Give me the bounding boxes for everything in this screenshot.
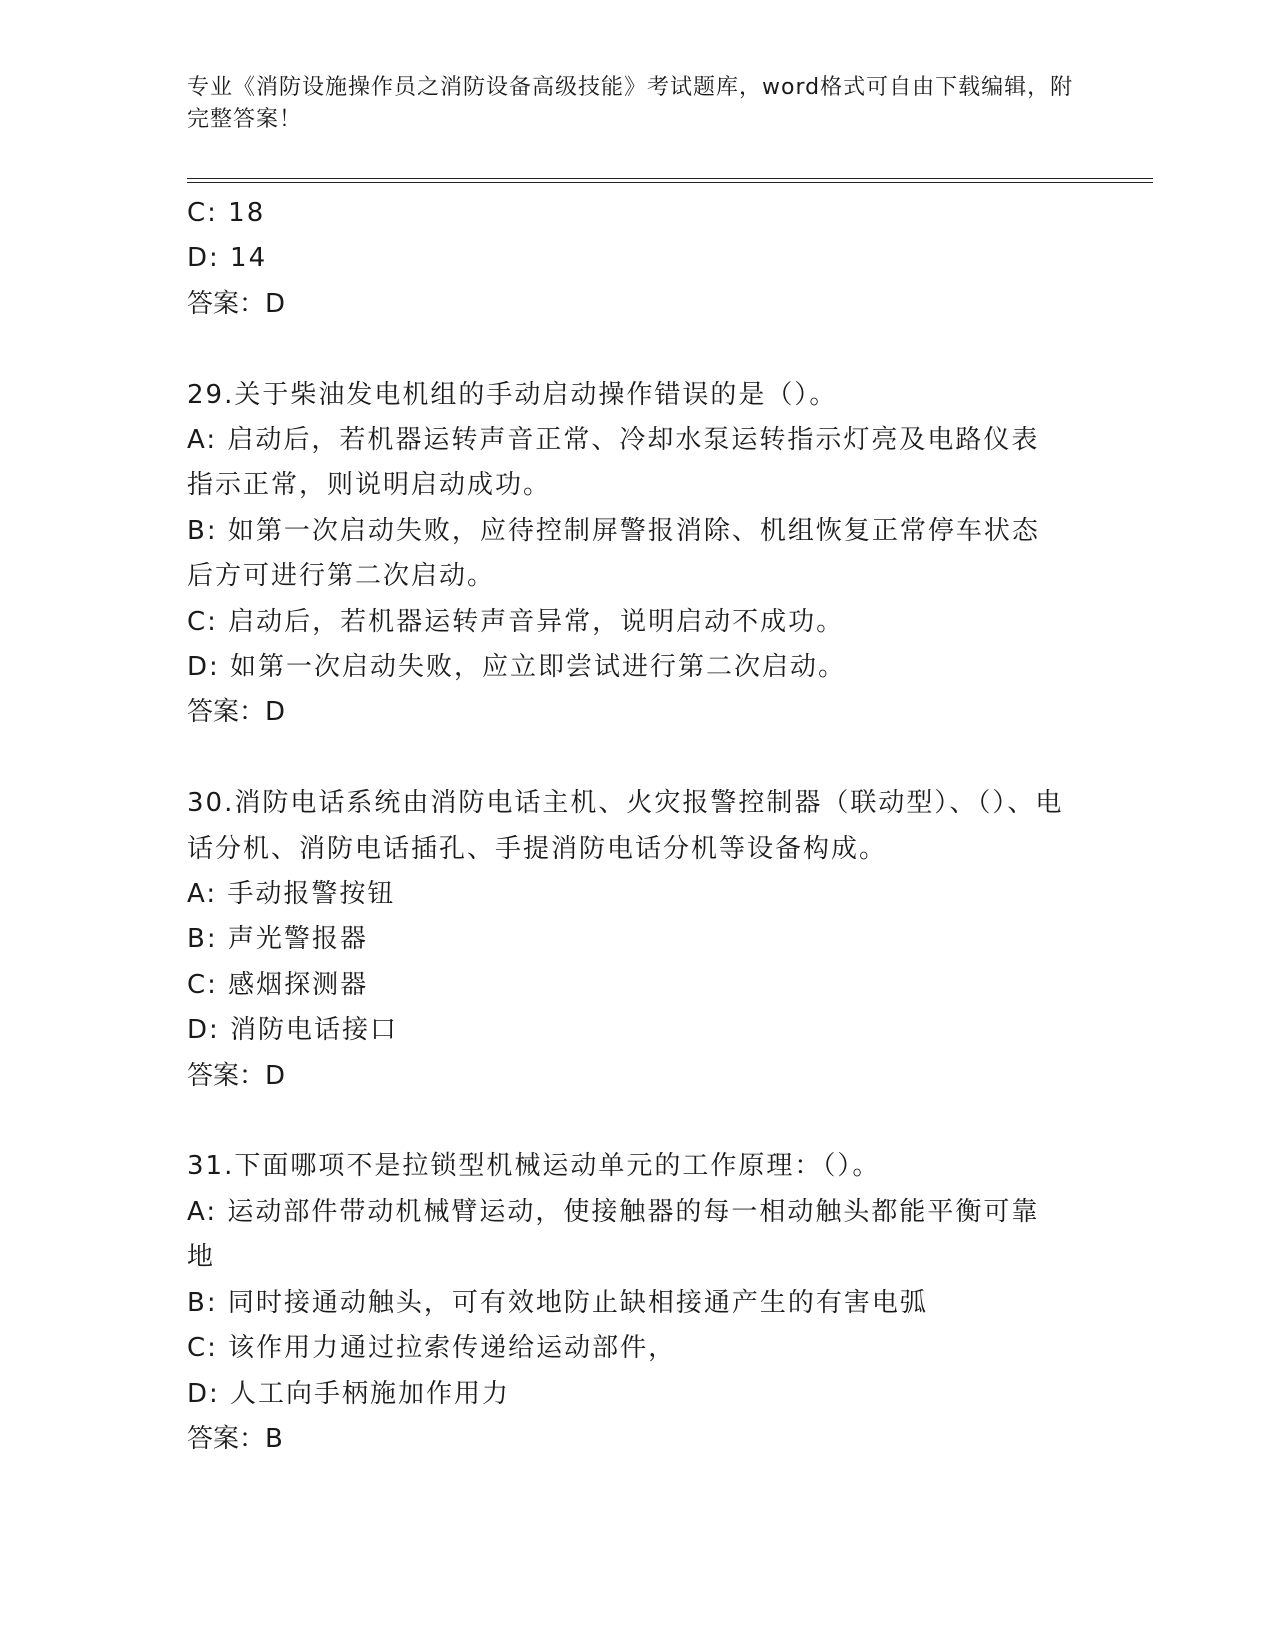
question-list	[187, 191, 1067, 1462]
option-c: C: 启动后，若机器运转声音异常，说明启动不成功。	[187, 606, 845, 637]
option-a: A: 手动报警按钮	[187, 879, 396, 910]
option-c: C: 感烟探测器	[187, 969, 369, 1000]
option-c: C: 该作用力通过拉索传递给运动部件，	[187, 1333, 677, 1364]
option-a: A: 启动后，若机器运转声音正常、冷却水泵运转指示灯亮及电路仪表指示正常，则说明启动成功。	[187, 425, 1040, 501]
answer: 答案：D	[187, 1060, 286, 1091]
option-c: C: 18	[187, 198, 266, 228]
option-b: B: 同时接通动触头，可有效地防止缺相接通产生的有害电弧	[187, 1287, 928, 1318]
question-31	[187, 1144, 1067, 1462]
option-b: B: 声光警报器	[187, 924, 368, 955]
header-divider-top	[187, 178, 1153, 179]
question-stem: 31.下面哪项不是拉锁型机械运动单元的工作原理：（）。	[187, 1151, 881, 1182]
answer: 答案：D	[187, 288, 286, 319]
question-29	[187, 373, 1067, 736]
spacer	[187, 327, 1067, 372]
spacer	[187, 736, 1067, 781]
option-b: B: 如第一次启动失败，应待控制屏警报消除、机组恢复正常停车状态后方可进行第二次启动。	[187, 515, 1040, 592]
question-stem: 30.消防电话系统由消防电话主机、火灾报警控制器（联动型）、（）、电话分机、消防电话插孔、手提消防电话分机等设备构成。	[187, 788, 1064, 864]
option-d: D: 14	[187, 243, 268, 274]
answer: 答案：B	[187, 1423, 283, 1454]
document-header: 专业《消防设施操作员之消防设备高级技能》考试题库，word格式可自由下载编辑，附完整答案！	[187, 75, 1074, 132]
option-d: D: 如第一次启动失败，应立即尝试进行第二次启动。	[187, 652, 847, 683]
question-30	[187, 781, 1067, 1099]
option-a: A: 运动部件带动机械臂运动，使接触器的每一相动触头都能平衡可靠地	[187, 1196, 1040, 1273]
question-28-continued	[187, 191, 1067, 327]
answer: 答案：D	[187, 697, 286, 728]
option-d: D: 人工向手柄施加作用力	[187, 1378, 511, 1409]
option-d: D: 消防电话接口	[187, 1015, 399, 1046]
spacer	[187, 1099, 1067, 1144]
header-divider-bottom	[187, 182, 1153, 183]
question-stem: 29.关于柴油发电机组的手动启动操作错误的是（）。	[187, 379, 838, 410]
